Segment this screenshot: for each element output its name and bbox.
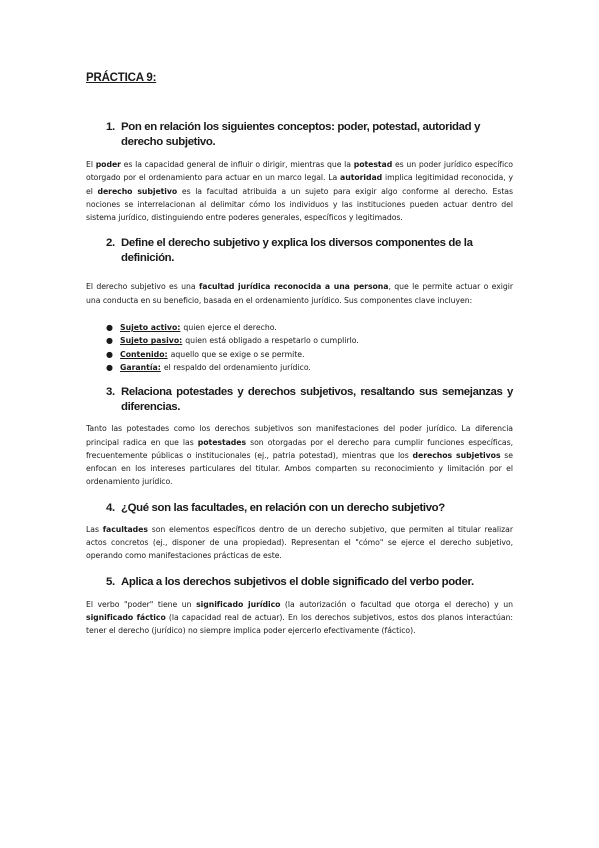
emphasized-term: derecho subjetivo bbox=[97, 186, 178, 196]
answer-4-paragraph bbox=[86, 523, 513, 563]
emphasized-term: potestad bbox=[353, 160, 393, 169]
question-text: Pon en relación los siguientes conceptos: poder, potestad, autoridad y derecho subjetivo. bbox=[121, 121, 481, 148]
answer-5-paragraph bbox=[86, 598, 513, 638]
question-text: Relaciona potestades y derechos subjetivos, resaltando sus semejanzas y diferencias. bbox=[121, 386, 513, 414]
list-item-term: Sujeto pasivo: bbox=[120, 336, 183, 346]
paragraph-text: El derecho subjetivo es una bbox=[86, 282, 199, 292]
question-number: 1. bbox=[106, 121, 115, 133]
question-text: ¿Qué son las facultades, en relación con un derecho subjetivo? bbox=[121, 501, 445, 514]
answer-2-paragraph bbox=[86, 280, 513, 307]
paragraph-text: (la autorización o facultad que otorga el derecho) y un bbox=[280, 599, 513, 609]
paragraph-text: es un poder jurídico específico otorgado por el ordenamiento para actuar en un marco legal. La bbox=[86, 160, 513, 183]
question-3-heading bbox=[86, 385, 513, 415]
emphasized-term: significado jurídico bbox=[196, 599, 281, 609]
emphasized-term: autoridad bbox=[340, 173, 383, 183]
bullet-icon: ● bbox=[106, 349, 113, 359]
question-1-heading bbox=[86, 120, 513, 150]
question-text: Define el derecho subjetivo y explica los diversos componentes de la definición. bbox=[121, 237, 473, 265]
bullet-icon: ● bbox=[106, 362, 113, 372]
list-item-text: el respaldo del ordenamiento jurídico. bbox=[163, 362, 311, 372]
question-text: Aplica a los derechos subjetivos el doble significado del verbo poder. bbox=[121, 575, 474, 588]
document-title: PRÁCTICA 9: bbox=[86, 72, 157, 84]
list-item-term: Garantía: bbox=[120, 362, 161, 372]
list-item-term: Contenido: bbox=[120, 349, 168, 359]
list-item-text: quien está obligado a respetarlo o cumplirlo. bbox=[185, 336, 359, 346]
paragraph-text: , que le permite actuar o exigir una conducta en su beneficio, basada en el ordenamiento jurídico. Sus componentes clave incluyen: bbox=[86, 282, 514, 305]
paragraph-text: implica legitimidad reconocida, y el bbox=[86, 173, 513, 196]
paragraph-text: son elementos específicos dentro de un derecho subjetivo, que permiten al titular realizar actos concretos (ej., disponer de una propiedad). Representan el "cómo" se ejerce el derecho subjetivo, operando como manifestaciones prácticas de este. bbox=[86, 524, 513, 561]
paragraph-text: (la capacidad real de actuar). En los derechos subjetivos, estos dos planos interactúan: tener el derecho (jurídico) no siempre implica poder ejercerlo efectivamente (fáctico). bbox=[86, 612, 513, 636]
emphasized-term: facultades bbox=[102, 524, 148, 534]
question-2-heading bbox=[86, 236, 513, 266]
list-item bbox=[86, 348, 513, 361]
question-number: 2. bbox=[106, 237, 115, 250]
bullet-icon: ● bbox=[106, 323, 113, 333]
emphasized-term: poder bbox=[95, 160, 121, 169]
list-item-text: quien ejerce el derecho. bbox=[183, 323, 277, 333]
list-item bbox=[86, 361, 513, 374]
paragraph-text: es la capacidad general de influir o dirigir, mientras que la bbox=[120, 160, 354, 169]
question-number: 3. bbox=[106, 386, 115, 399]
list-item bbox=[86, 321, 513, 334]
paragraph-text: se enfocan en los intereses particulares del titular. Ambos comparten su reconocimiento y limitación por el ordenamiento jurídico. bbox=[86, 450, 514, 487]
question-number: 4. bbox=[106, 501, 115, 514]
emphasized-term: potestades bbox=[197, 437, 247, 447]
list-item bbox=[86, 334, 513, 347]
emphasized-term: significado fáctico bbox=[86, 612, 166, 622]
answer-1-paragraph bbox=[86, 158, 513, 224]
paragraph-text: Tanto las potestades como los derechos subjetivos son manifestaciones del poder jurídico. La diferencia principal radica en que las bbox=[86, 424, 513, 447]
paragraph-text: El bbox=[86, 160, 96, 169]
list-item-term: Sujeto activo: bbox=[120, 323, 181, 333]
paragraph-text: es la facultad atribuida a un sujeto para exigir algo conforme al derecho. Estas nociones se interrelacionan al delimitar cómo los individuos y las instituciones pueden actuar dentro del sistema jurídico, distinguiendo entre poderes generales, específicos y legitimados. bbox=[86, 186, 513, 223]
components-list bbox=[86, 321, 513, 374]
emphasized-term: facultad jurídica reconocida a una persona bbox=[198, 282, 389, 292]
paragraph-text: son otorgadas por el derecho para cumplir funciones específicas, frecuentemente públicas o institucionales (ej., patria potestad), mientras que los bbox=[86, 437, 514, 460]
question-5-heading bbox=[86, 575, 513, 590]
answer-3-paragraph bbox=[86, 422, 513, 488]
paragraph-text: Las bbox=[86, 524, 103, 534]
question-number: 5. bbox=[106, 575, 115, 588]
paragraph-text: El verbo "poder" tiene un bbox=[86, 599, 197, 609]
list-item-text: aquello que se exige o se permite. bbox=[170, 349, 305, 359]
emphasized-term: derechos subjetivos bbox=[412, 450, 501, 460]
bullet-icon: ● bbox=[106, 336, 113, 346]
question-4-heading bbox=[86, 501, 513, 516]
